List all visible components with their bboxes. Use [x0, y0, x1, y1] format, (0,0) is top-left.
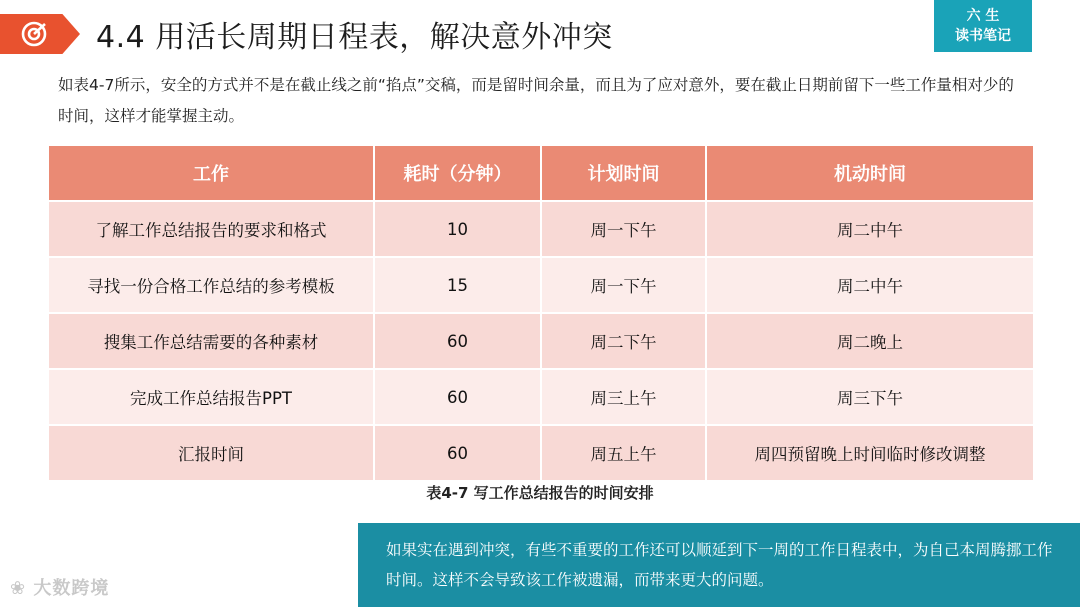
target-icon: [20, 20, 48, 48]
table-row: [49, 369, 1033, 425]
table-cell: 周三下午: [706, 369, 1033, 425]
table-cell: 周二中午: [706, 201, 1033, 257]
corner-badge-line2: 读书笔记: [955, 28, 1011, 44]
table-cell: 周一下午: [541, 201, 706, 257]
corner-badge: [934, 0, 1032, 52]
table-cell: 搜集工作总结需要的各种素材: [49, 313, 374, 369]
table-row: [49, 257, 1033, 313]
table-row: [49, 201, 1033, 257]
watermark-text: 大数跨境: [33, 578, 110, 599]
table-header-row: [49, 146, 1033, 201]
table-row: [49, 313, 1033, 369]
schedule-table: [49, 146, 1033, 480]
title-badge: [0, 14, 80, 54]
note-box: [358, 523, 1080, 607]
table-cell: 周五上午: [541, 425, 706, 480]
table-cell: 周二晚上: [706, 313, 1033, 369]
table-header-cell: 工作: [49, 146, 374, 201]
table-caption: 表4-7 写工作总结报告的时间安排: [426, 484, 654, 502]
table-cell: 10: [374, 201, 541, 257]
table-row: [49, 425, 1033, 480]
table-header-cell: 耗时（分钟）: [374, 146, 541, 201]
table-cell: 周四预留晚上时间临时修改调整: [706, 425, 1033, 480]
page-title: 4.4 用活长周期日程表，解决意外冲突: [96, 20, 613, 55]
table-cell: 15: [374, 257, 541, 313]
corner-badge-line1: 六 生: [966, 8, 1000, 24]
table-header-cell: 机动时间: [706, 146, 1033, 201]
table-cell: 寻找一份合格工作总结的参考模板: [49, 257, 374, 313]
table-cell: 完成工作总结报告PPT: [49, 369, 374, 425]
table-cell: 周二下午: [541, 313, 706, 369]
table-cell: 60: [374, 369, 541, 425]
table-cell: 周二中午: [706, 257, 1033, 313]
watermark: [10, 574, 109, 600]
table-cell: 周一下午: [541, 257, 706, 313]
table-cell: 60: [374, 313, 541, 369]
table-cell: 周三上午: [541, 369, 706, 425]
table-cell: 60: [374, 425, 541, 480]
table-cell: 汇报时间: [49, 425, 374, 480]
intro-paragraph: 如表4-7所示，安全的方式并不是在截止线之前“掐点”交稿，而是留时间余量，而且为了应对意外，要在截止日期前留下一些工作量相对少的时间，这样才能掌握主动。: [58, 76, 1014, 125]
table-cell: 了解工作总结报告的要求和格式: [49, 201, 374, 257]
brand-logo-icon: ❀: [10, 578, 27, 599]
note-text: 如果实在遇到冲突，有些不重要的工作还可以顺延到下一周的工作日程表中，为自己本周腾挪工作时间。这样不会导致该工作被遗漏，而带来更大的问题。: [386, 541, 1053, 589]
table-header-cell: 计划时间: [541, 146, 706, 201]
